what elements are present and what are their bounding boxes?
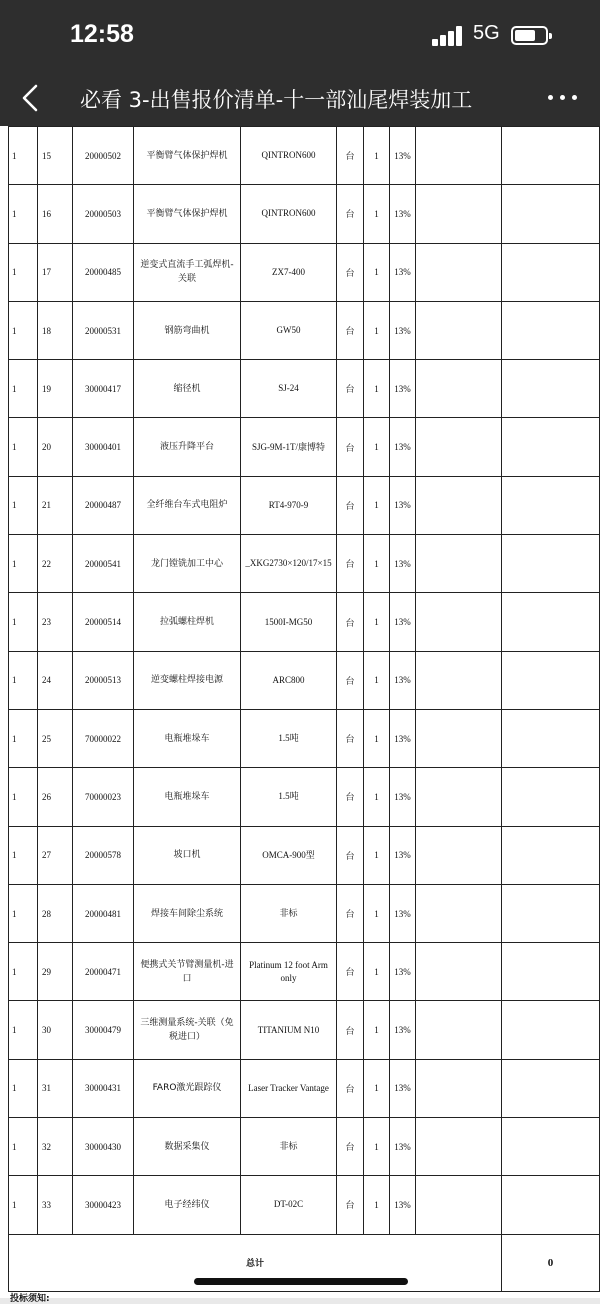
- document-view[interactable]: [0, 126, 600, 1304]
- item-tax-rate: 13%: [390, 709, 416, 767]
- item-code: 20000503: [73, 185, 134, 243]
- item-name: 焊接车间除尘系统: [134, 884, 241, 942]
- item-quantity: 1: [364, 301, 390, 359]
- item-unit: 台: [337, 360, 364, 418]
- amount-cell: [502, 768, 600, 826]
- amount-cell: [502, 1059, 600, 1117]
- row-group: 1: [9, 1118, 38, 1176]
- item-name: 钢筋弯曲机: [134, 301, 241, 359]
- row-group: 1: [9, 943, 38, 1001]
- item-model: Laser Tracker Vantage: [241, 1059, 337, 1117]
- item-model: QINTRON600: [241, 127, 337, 185]
- item-quantity: 1: [364, 127, 390, 185]
- amount-cell: [502, 709, 600, 767]
- item-quantity: 1: [364, 593, 390, 651]
- item-unit: 台: [337, 768, 364, 826]
- item-quantity: 1: [364, 1176, 390, 1234]
- item-unit: 台: [337, 127, 364, 185]
- item-tax-rate: 13%: [390, 476, 416, 534]
- row-number: 26: [38, 768, 73, 826]
- amount-cell: [502, 1176, 600, 1234]
- table-row: [9, 185, 600, 243]
- table-row: [9, 1118, 600, 1176]
- item-tax-rate: 13%: [390, 651, 416, 709]
- item-model: ARC800: [241, 651, 337, 709]
- amount-cell: [502, 535, 600, 593]
- item-tax-rate: 13%: [390, 535, 416, 593]
- item-code: 20000513: [73, 651, 134, 709]
- amount-cell: [502, 301, 600, 359]
- amount-cell: [502, 243, 600, 301]
- price-cell: [416, 1001, 502, 1059]
- item-name: 便携式关节臂测量机-进口: [134, 943, 241, 1001]
- amount-cell: [502, 651, 600, 709]
- item-quantity: 1: [364, 418, 390, 476]
- table-row: [9, 593, 600, 651]
- amount-cell: [502, 593, 600, 651]
- item-code: 20000485: [73, 243, 134, 301]
- price-cell: [416, 301, 502, 359]
- amount-cell: [502, 1001, 600, 1059]
- row-group: 1: [9, 1059, 38, 1117]
- price-cell: [416, 185, 502, 243]
- item-tax-rate: 13%: [390, 593, 416, 651]
- row-group: 1: [9, 360, 38, 418]
- row-number: 18: [38, 301, 73, 359]
- item-quantity: 1: [364, 1118, 390, 1176]
- item-tax-rate: 13%: [390, 127, 416, 185]
- battery-icon: [511, 26, 548, 45]
- table-row: [9, 943, 600, 1001]
- row-number: 24: [38, 651, 73, 709]
- item-model: OMCA-900型: [241, 826, 337, 884]
- table-row: [9, 826, 600, 884]
- amount-cell: [502, 884, 600, 942]
- row-group: 1: [9, 127, 38, 185]
- item-code: 20000531: [73, 301, 134, 359]
- item-name: 三维测量系统-关联（免税进口）: [134, 1001, 241, 1059]
- row-number: 33: [38, 1176, 73, 1234]
- item-model: QINTRON600: [241, 185, 337, 243]
- price-cell: [416, 127, 502, 185]
- item-code: 70000023: [73, 768, 134, 826]
- page-title: 必看 3-出售报价清单-十一部汕尾焊装加工: [80, 88, 473, 112]
- price-cell: [416, 1176, 502, 1234]
- table-row: [9, 884, 600, 942]
- item-model: 1.5吨: [241, 768, 337, 826]
- amount-cell: [502, 826, 600, 884]
- item-quantity: 1: [364, 709, 390, 767]
- item-unit: 台: [337, 1118, 364, 1176]
- item-tax-rate: 13%: [390, 301, 416, 359]
- table-row: [9, 360, 600, 418]
- row-group: 1: [9, 651, 38, 709]
- item-quantity: 1: [364, 884, 390, 942]
- row-number: 15: [38, 127, 73, 185]
- row-group: 1: [9, 418, 38, 476]
- row-group: 1: [9, 884, 38, 942]
- table-row: [9, 127, 600, 185]
- item-name: 逆变螺柱焊接电源: [134, 651, 241, 709]
- item-model: ZX7-400: [241, 243, 337, 301]
- item-quantity: 1: [364, 943, 390, 1001]
- price-cell: [416, 826, 502, 884]
- price-cell: [416, 1059, 502, 1117]
- item-name: 平衡臂气体保护焊机: [134, 127, 241, 185]
- item-model: 非标: [241, 884, 337, 942]
- item-code: 20000487: [73, 476, 134, 534]
- item-unit: 台: [337, 943, 364, 1001]
- item-quantity: 1: [364, 826, 390, 884]
- status-time: 12:58: [70, 20, 134, 48]
- item-model: _XKG2730×120/17×15: [241, 535, 337, 593]
- row-group: 1: [9, 243, 38, 301]
- amount-cell: [502, 1118, 600, 1176]
- item-code: 20000481: [73, 884, 134, 942]
- item-unit: 台: [337, 243, 364, 301]
- item-name: 全纤维台车式电阻炉: [134, 476, 241, 534]
- item-name: 拉弧螺柱焊机: [134, 593, 241, 651]
- item-tax-rate: 13%: [390, 1176, 416, 1234]
- item-unit: 台: [337, 185, 364, 243]
- item-unit: 台: [337, 476, 364, 534]
- item-tax-rate: 13%: [390, 1059, 416, 1117]
- amount-cell: [502, 127, 600, 185]
- total-label: 总计: [9, 1234, 502, 1291]
- item-code: 30000479: [73, 1001, 134, 1059]
- item-tax-rate: 13%: [390, 768, 416, 826]
- more-options-button[interactable]: [544, 86, 580, 110]
- item-name: 电子经纬仪: [134, 1176, 241, 1234]
- bidding-notice: 投标须知:: [10, 1294, 50, 1304]
- item-unit: 台: [337, 1001, 364, 1059]
- table-row: [9, 418, 600, 476]
- amount-cell: [502, 360, 600, 418]
- row-number: 22: [38, 535, 73, 593]
- price-cell: [416, 243, 502, 301]
- chevron-left-icon: [14, 80, 50, 116]
- item-model: DT-02C: [241, 1176, 337, 1234]
- item-code: 20000578: [73, 826, 134, 884]
- item-code: 30000423: [73, 1176, 134, 1234]
- item-unit: 台: [337, 709, 364, 767]
- price-cell: [416, 768, 502, 826]
- app-top-bar: [0, 0, 600, 126]
- item-name: 平衡臂气体保护焊机: [134, 185, 241, 243]
- item-code: 30000417: [73, 360, 134, 418]
- row-number: 28: [38, 884, 73, 942]
- item-tax-rate: 13%: [390, 360, 416, 418]
- item-tax-rate: 13%: [390, 1118, 416, 1176]
- item-code: 30000430: [73, 1118, 134, 1176]
- item-model: SJ-24: [241, 360, 337, 418]
- row-number: 31: [38, 1059, 73, 1117]
- table-row: [9, 1059, 600, 1117]
- item-tax-rate: 13%: [390, 943, 416, 1001]
- item-unit: 台: [337, 301, 364, 359]
- item-name: 缩径机: [134, 360, 241, 418]
- row-group: 1: [9, 301, 38, 359]
- price-cell: [416, 593, 502, 651]
- item-code: 70000022: [73, 709, 134, 767]
- item-code: 30000401: [73, 418, 134, 476]
- item-name: 电瓶堆垛车: [134, 768, 241, 826]
- table-row: [9, 651, 600, 709]
- row-group: 1: [9, 1176, 38, 1234]
- item-tax-rate: 13%: [390, 884, 416, 942]
- network-type: 5G: [473, 22, 500, 44]
- price-cell: [416, 884, 502, 942]
- row-number: 19: [38, 360, 73, 418]
- row-number: 32: [38, 1118, 73, 1176]
- row-number: 16: [38, 185, 73, 243]
- amount-cell: [502, 185, 600, 243]
- item-model: 1500I-MG50: [241, 593, 337, 651]
- table-row: [9, 1176, 600, 1234]
- amount-cell: [502, 418, 600, 476]
- item-unit: 台: [337, 884, 364, 942]
- item-model: SJG-9M-1T/康博特: [241, 418, 337, 476]
- table-row: [9, 243, 600, 301]
- item-name: FARO激光跟踪仪: [134, 1059, 241, 1117]
- item-unit: 台: [337, 1059, 364, 1117]
- table-row: [9, 301, 600, 359]
- item-tax-rate: 13%: [390, 826, 416, 884]
- row-number: 17: [38, 243, 73, 301]
- item-code: 20000502: [73, 127, 134, 185]
- row-group: 1: [9, 476, 38, 534]
- row-group: 1: [9, 826, 38, 884]
- back-button[interactable]: [14, 80, 50, 116]
- item-quantity: 1: [364, 651, 390, 709]
- item-model: GW50: [241, 301, 337, 359]
- row-group: 1: [9, 535, 38, 593]
- home-indicator[interactable]: [194, 1278, 408, 1285]
- row-group: 1: [9, 709, 38, 767]
- item-unit: 台: [337, 651, 364, 709]
- row-number: 21: [38, 476, 73, 534]
- item-tax-rate: 13%: [390, 1001, 416, 1059]
- price-cell: [416, 943, 502, 1001]
- signal-icon: [432, 26, 464, 46]
- price-cell: [416, 476, 502, 534]
- item-model: Platinum 12 foot Arm only: [241, 943, 337, 1001]
- price-cell: [416, 1118, 502, 1176]
- total-value: 0: [502, 1234, 600, 1291]
- quotation-table: [8, 126, 600, 1292]
- row-number: 27: [38, 826, 73, 884]
- row-number: 23: [38, 593, 73, 651]
- row-group: 1: [9, 185, 38, 243]
- table-row: [9, 1001, 600, 1059]
- price-cell: [416, 651, 502, 709]
- amount-cell: [502, 476, 600, 534]
- row-number: 25: [38, 709, 73, 767]
- table-row: [9, 768, 600, 826]
- item-name: 电瓶堆垛车: [134, 709, 241, 767]
- item-name: 龙门镗铣加工中心: [134, 535, 241, 593]
- item-quantity: 1: [364, 535, 390, 593]
- item-model: 1.5吨: [241, 709, 337, 767]
- row-number: 30: [38, 1001, 73, 1059]
- item-name: 液压升降平台: [134, 418, 241, 476]
- item-tax-rate: 13%: [390, 243, 416, 301]
- item-quantity: 1: [364, 1001, 390, 1059]
- item-tax-rate: 13%: [390, 185, 416, 243]
- item-quantity: 1: [364, 768, 390, 826]
- item-code: 20000541: [73, 535, 134, 593]
- item-unit: 台: [337, 535, 364, 593]
- item-name: 坡口机: [134, 826, 241, 884]
- row-number: 20: [38, 418, 73, 476]
- item-code: 20000514: [73, 593, 134, 651]
- table-row: [9, 476, 600, 534]
- row-number: 29: [38, 943, 73, 1001]
- row-group: 1: [9, 768, 38, 826]
- item-code: 20000471: [73, 943, 134, 1001]
- price-cell: [416, 418, 502, 476]
- item-unit: 台: [337, 1176, 364, 1234]
- item-unit: 台: [337, 418, 364, 476]
- item-unit: 台: [337, 593, 364, 651]
- row-group: 1: [9, 1001, 38, 1059]
- item-model: 非标: [241, 1118, 337, 1176]
- item-model: TITANIUM N10: [241, 1001, 337, 1059]
- item-quantity: 1: [364, 1059, 390, 1117]
- amount-cell: [502, 943, 600, 1001]
- item-quantity: 1: [364, 360, 390, 418]
- item-model: RT4-970-9: [241, 476, 337, 534]
- price-cell: [416, 360, 502, 418]
- item-quantity: 1: [364, 185, 390, 243]
- item-unit: 台: [337, 826, 364, 884]
- price-cell: [416, 709, 502, 767]
- item-quantity: 1: [364, 243, 390, 301]
- item-tax-rate: 13%: [390, 418, 416, 476]
- row-group: 1: [9, 593, 38, 651]
- item-code: 30000431: [73, 1059, 134, 1117]
- item-name: 逆变式直流手工弧焊机-关联: [134, 243, 241, 301]
- table-row: [9, 535, 600, 593]
- table-row: [9, 709, 600, 767]
- item-quantity: 1: [364, 476, 390, 534]
- item-name: 数据采集仪: [134, 1118, 241, 1176]
- price-cell: [416, 535, 502, 593]
